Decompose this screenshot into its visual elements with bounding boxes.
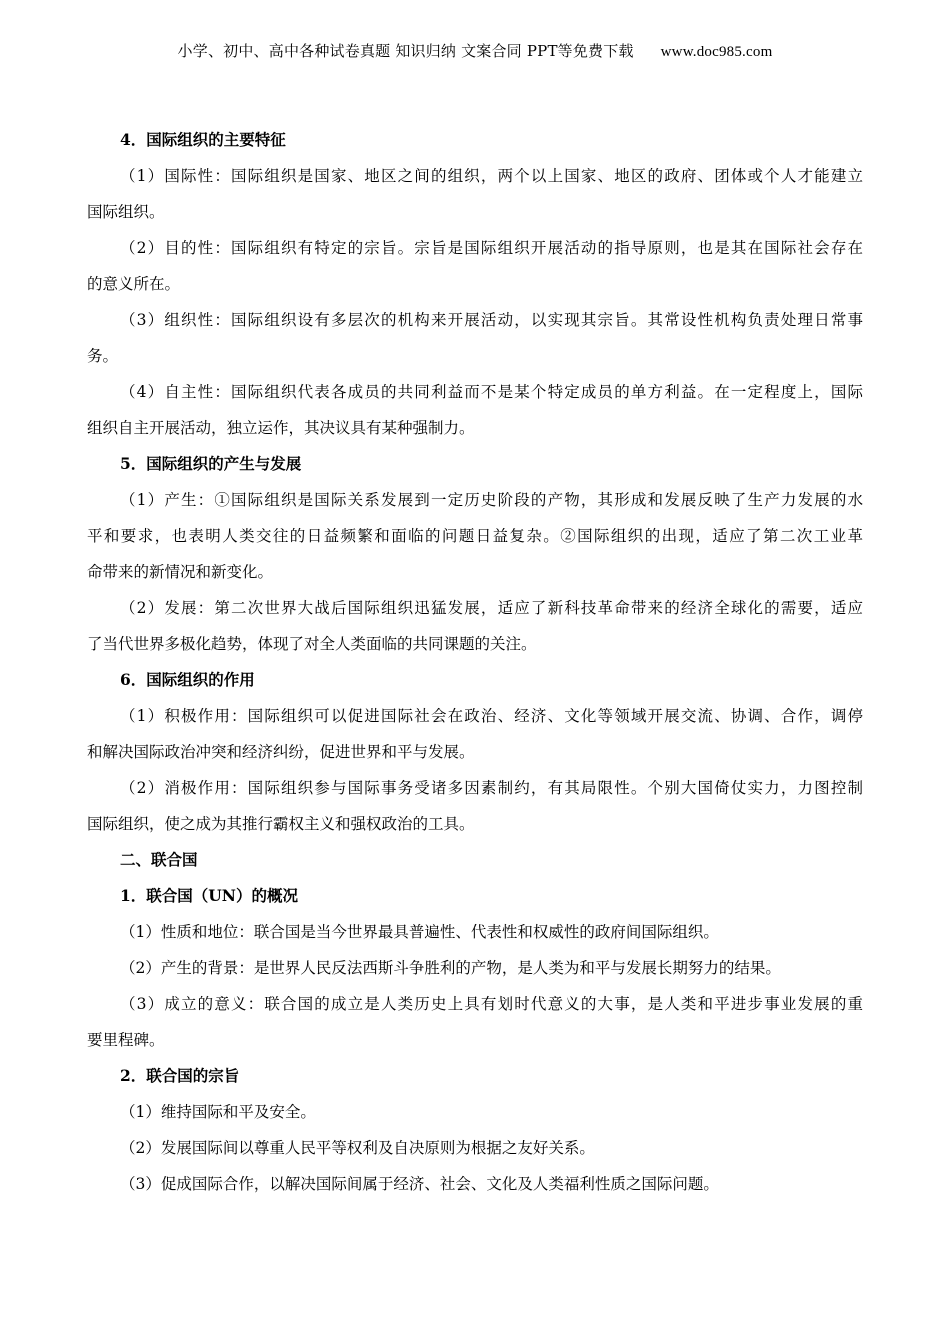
header-title: 小学、初中、高中各种试卷真题 知识归纳 文案合同 PPT等免费下载 xyxy=(177,42,634,60)
section-heading: 6．国际组织的作用 xyxy=(120,670,255,689)
paragraph-line: 的意义所在。 xyxy=(87,275,181,293)
paragraph-line: （1）维持国际和平及安全。 xyxy=(120,1103,316,1121)
paragraph-line: （2）消极作用：国际组织参与国际事务受诸多因素制约，有其局限性。个别大国倚仗实力，力图控制 xyxy=(120,779,863,797)
paragraph-line: （1）积极作用：国际组织可以促进国际社会在政治、经济、文化等领域开展交流、协调、合作，调停 xyxy=(120,707,863,725)
paragraph-line: 命带来的新情况和新变化。 xyxy=(87,563,274,581)
paragraph-line: 平和要求，也表明人类交往的日益频繁和面临的问题日益复杂。②国际组织的出现，适应了第二次工业革 xyxy=(87,527,863,545)
paragraph-line: （2）发展：第二次世界大战后国际组织迅猛发展，适应了新科技革命带来的经济全球化的需要，适应 xyxy=(120,599,863,617)
paragraph-line: 务。 xyxy=(87,347,119,365)
page-header xyxy=(0,40,950,61)
paragraph-line: （4）自主性：国际组织代表各成员的共同利益而不是某个特定成员的单方利益。在一定程度上，国际 xyxy=(120,383,863,401)
section-heading: 5．国际组织的产生与发展 xyxy=(120,454,302,473)
paragraph-line: （3）成立的意义：联合国的成立是人类历史上具有划时代意义的大事，是人类和平进步事业发展的重 xyxy=(120,995,863,1013)
paragraph-line: （2）发展国际间以尊重人民平等权利及自决原则为根据之友好关系。 xyxy=(120,1139,595,1157)
section-heading: 1．联合国（UN）的概况 xyxy=(120,886,298,905)
section-heading: 2．联合国的宗旨 xyxy=(120,1066,240,1085)
paragraph-line: （2）目的性：国际组织有特定的宗旨。宗旨是国际组织开展活动的指导原则，也是其在国际社会存在 xyxy=(120,239,863,257)
paragraph-line: 国际组织，使之成为其推行霸权主义和强权政治的工具。 xyxy=(87,815,475,833)
paragraph-line: （3）促成国际合作，以解决国际间属于经济、社会、文化及人类福利性质之国际问题。 xyxy=(120,1175,719,1193)
paragraph-line: （3）组织性：国际组织设有多层次的机构来开展活动，以实现其宗旨。其常设性机构负责处理日常事 xyxy=(120,311,863,329)
header-url: www.doc985.com xyxy=(660,44,773,60)
chapter-heading: 二、联合国 xyxy=(120,850,198,869)
paragraph-line: 要里程碑。 xyxy=(87,1031,165,1049)
paragraph-line: （1）国际性：国际组织是国家、地区之间的组织，两个以上国家、地区的政府、团体或个人才能建立 xyxy=(120,167,863,185)
paragraph-line: 了当代世界多极化趋势，体现了对全人类面临的共同课题的关注。 xyxy=(87,635,537,653)
paragraph-line: 组织自主开展活动，独立运作，其决议具有某种强制力。 xyxy=(87,419,475,437)
paragraph-line: （1）产生：①国际组织是国际关系发展到一定历史阶段的产物，其形成和发展反映了生产力发展的水 xyxy=(120,491,863,509)
paragraph-line: （2）产生的背景：是世界人民反法西斯斗争胜利的产物，是人类为和平与发展长期努力的结果。 xyxy=(120,959,781,977)
paragraph-line: 国际组织。 xyxy=(87,203,165,221)
document-body xyxy=(87,122,863,1202)
paragraph-line: （1）性质和地位：联合国是当今世界最具普遍性、代表性和权威性的政府间国际组织。 xyxy=(120,923,719,941)
section-heading: 4．国际组织的主要特征 xyxy=(120,130,286,149)
paragraph-line: 和解决国际政治冲突和经济纠纷，促进世界和平与发展。 xyxy=(87,743,475,761)
